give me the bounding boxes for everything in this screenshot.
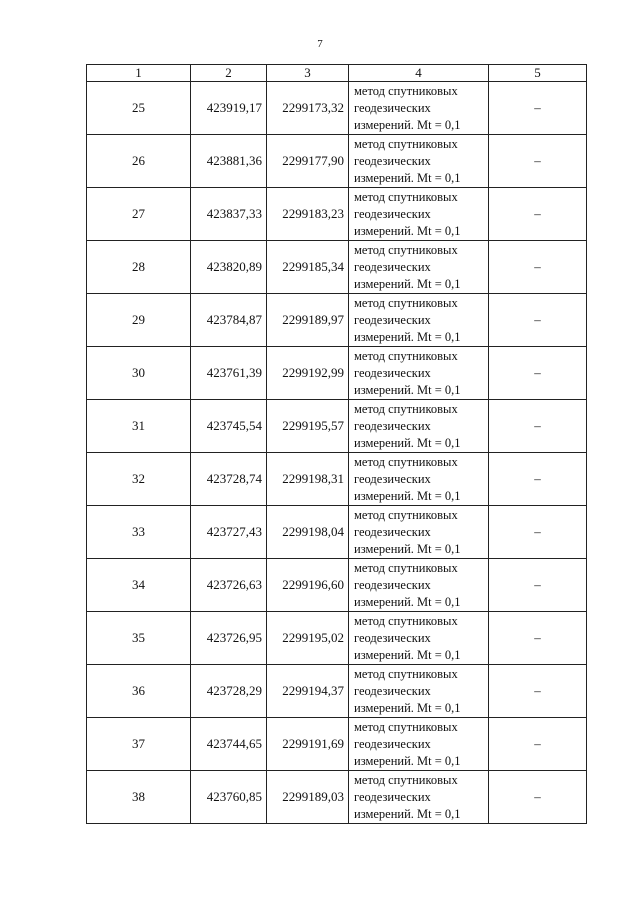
x-coordinate-cell: 423837,33 bbox=[191, 188, 267, 241]
x-coordinate-cell: 423726,63 bbox=[191, 559, 267, 612]
x-coordinate-cell: 423881,36 bbox=[191, 135, 267, 188]
method-line: метод спутниковых bbox=[354, 83, 458, 98]
coordinates-table bbox=[86, 64, 587, 824]
header-col-5: 5 bbox=[489, 65, 587, 82]
table-header bbox=[87, 65, 587, 82]
x-coordinate-cell: 423784,87 bbox=[191, 294, 267, 347]
method-line: геодезических bbox=[354, 630, 431, 645]
method-line: геодезических bbox=[354, 683, 431, 698]
point-number-cell: 38 bbox=[87, 771, 191, 824]
table-row bbox=[87, 718, 587, 771]
method-cell bbox=[349, 400, 489, 453]
method-line: метод спутниковых bbox=[354, 666, 458, 681]
point-number-cell: 33 bbox=[87, 506, 191, 559]
header-col-4: 4 bbox=[349, 65, 489, 82]
point-number-cell: 26 bbox=[87, 135, 191, 188]
method-cell bbox=[349, 347, 489, 400]
y-coordinate-cell: 2299185,34 bbox=[267, 241, 349, 294]
point-number-cell: 34 bbox=[87, 559, 191, 612]
method-line: геодезических bbox=[354, 418, 431, 433]
note-cell: – bbox=[489, 347, 587, 400]
method-line: геодезических bbox=[354, 100, 431, 115]
method-cell bbox=[349, 453, 489, 506]
table-row bbox=[87, 400, 587, 453]
table-row bbox=[87, 559, 587, 612]
method-line: геодезических bbox=[354, 206, 431, 221]
method-line: измерений. Mt = 0,1 bbox=[354, 435, 461, 450]
note-cell: – bbox=[489, 188, 587, 241]
table-body bbox=[87, 82, 587, 824]
table-row bbox=[87, 135, 587, 188]
point-number-cell: 32 bbox=[87, 453, 191, 506]
method-cell bbox=[349, 506, 489, 559]
y-coordinate-cell: 2299198,31 bbox=[267, 453, 349, 506]
x-coordinate-cell: 423726,95 bbox=[191, 612, 267, 665]
method-line: метод спутниковых bbox=[354, 401, 458, 416]
method-line: геодезических bbox=[354, 312, 431, 327]
method-line: измерений. Mt = 0,1 bbox=[354, 117, 461, 132]
y-coordinate-cell: 2299198,04 bbox=[267, 506, 349, 559]
point-number-cell: 29 bbox=[87, 294, 191, 347]
x-coordinate-cell: 423760,85 bbox=[191, 771, 267, 824]
method-line: геодезических bbox=[354, 471, 431, 486]
method-line: метод спутниковых bbox=[354, 189, 458, 204]
method-cell bbox=[349, 771, 489, 824]
method-line: метод спутниковых bbox=[354, 772, 458, 787]
method-line: измерений. Mt = 0,1 bbox=[354, 382, 461, 397]
method-cell bbox=[349, 665, 489, 718]
method-line: измерений. Mt = 0,1 bbox=[354, 700, 461, 715]
table-row bbox=[87, 294, 587, 347]
point-number-cell: 30 bbox=[87, 347, 191, 400]
method-cell bbox=[349, 559, 489, 612]
x-coordinate-cell: 423761,39 bbox=[191, 347, 267, 400]
x-coordinate-cell: 423728,29 bbox=[191, 665, 267, 718]
method-line: метод спутниковых bbox=[354, 507, 458, 522]
y-coordinate-cell: 2299196,60 bbox=[267, 559, 349, 612]
method-line: метод спутниковых bbox=[354, 560, 458, 575]
header-row bbox=[87, 65, 587, 82]
point-number-cell: 36 bbox=[87, 665, 191, 718]
x-coordinate-cell: 423744,65 bbox=[191, 718, 267, 771]
table-row bbox=[87, 188, 587, 241]
table-row bbox=[87, 665, 587, 718]
note-cell: – bbox=[489, 665, 587, 718]
note-cell: – bbox=[489, 241, 587, 294]
page-number: 7 bbox=[317, 38, 323, 50]
table-row bbox=[87, 347, 587, 400]
method-line: измерений. Mt = 0,1 bbox=[354, 488, 461, 503]
method-cell bbox=[349, 718, 489, 771]
method-line: измерений. Mt = 0,1 bbox=[354, 753, 461, 768]
note-cell: – bbox=[489, 718, 587, 771]
header-col-3: 3 bbox=[267, 65, 349, 82]
method-line: измерений. Mt = 0,1 bbox=[354, 329, 461, 344]
x-coordinate-cell: 423919,17 bbox=[191, 82, 267, 135]
method-line: геодезических bbox=[354, 524, 431, 539]
method-line: метод спутниковых bbox=[354, 454, 458, 469]
note-cell: – bbox=[489, 771, 587, 824]
table-row bbox=[87, 453, 587, 506]
x-coordinate-cell: 423820,89 bbox=[191, 241, 267, 294]
y-coordinate-cell: 2299195,02 bbox=[267, 612, 349, 665]
method-line: метод спутниковых bbox=[354, 295, 458, 310]
note-cell: – bbox=[489, 559, 587, 612]
method-line: метод спутниковых bbox=[354, 719, 458, 734]
table-row bbox=[87, 506, 587, 559]
table-row bbox=[87, 241, 587, 294]
x-coordinate-cell: 423727,43 bbox=[191, 506, 267, 559]
method-line: геодезических bbox=[354, 259, 431, 274]
x-coordinate-cell: 423728,74 bbox=[191, 453, 267, 506]
method-line: измерений. Mt = 0,1 bbox=[354, 170, 461, 185]
note-cell: – bbox=[489, 453, 587, 506]
method-line: геодезических bbox=[354, 789, 431, 804]
y-coordinate-cell: 2299194,37 bbox=[267, 665, 349, 718]
y-coordinate-cell: 2299191,69 bbox=[267, 718, 349, 771]
y-coordinate-cell: 2299189,03 bbox=[267, 771, 349, 824]
point-number-cell: 25 bbox=[87, 82, 191, 135]
note-cell: – bbox=[489, 400, 587, 453]
note-cell: – bbox=[489, 294, 587, 347]
y-coordinate-cell: 2299173,32 bbox=[267, 82, 349, 135]
y-coordinate-cell: 2299195,57 bbox=[267, 400, 349, 453]
method-line: геодезических bbox=[354, 736, 431, 751]
point-number-cell: 27 bbox=[87, 188, 191, 241]
method-line: измерений. Mt = 0,1 bbox=[354, 276, 461, 291]
table-row bbox=[87, 612, 587, 665]
method-line: метод спутниковых bbox=[354, 348, 458, 363]
method-line: геодезических bbox=[354, 153, 431, 168]
method-cell bbox=[349, 188, 489, 241]
note-cell: – bbox=[489, 135, 587, 188]
point-number-cell: 31 bbox=[87, 400, 191, 453]
method-line: измерений. Mt = 0,1 bbox=[354, 541, 461, 556]
method-line: измерений. Mt = 0,1 bbox=[354, 594, 461, 609]
method-line: измерений. Mt = 0,1 bbox=[354, 647, 461, 662]
y-coordinate-cell: 2299192,99 bbox=[267, 347, 349, 400]
table-row bbox=[87, 82, 587, 135]
header-col-2: 2 bbox=[191, 65, 267, 82]
y-coordinate-cell: 2299189,97 bbox=[267, 294, 349, 347]
y-coordinate-cell: 2299177,90 bbox=[267, 135, 349, 188]
header-col-1: 1 bbox=[87, 65, 191, 82]
method-cell bbox=[349, 612, 489, 665]
method-line: метод спутниковых bbox=[354, 136, 458, 151]
method-cell bbox=[349, 135, 489, 188]
method-cell bbox=[349, 82, 489, 135]
point-number-cell: 37 bbox=[87, 718, 191, 771]
y-coordinate-cell: 2299183,23 bbox=[267, 188, 349, 241]
method-line: измерений. Mt = 0,1 bbox=[354, 806, 461, 821]
point-number-cell: 28 bbox=[87, 241, 191, 294]
note-cell: – bbox=[489, 82, 587, 135]
table-row bbox=[87, 771, 587, 824]
method-line: метод спутниковых bbox=[354, 613, 458, 628]
x-coordinate-cell: 423745,54 bbox=[191, 400, 267, 453]
method-line: метод спутниковых bbox=[354, 242, 458, 257]
method-line: геодезических bbox=[354, 577, 431, 592]
method-line: геодезических bbox=[354, 365, 431, 380]
point-number-cell: 35 bbox=[87, 612, 191, 665]
method-cell bbox=[349, 294, 489, 347]
method-line: измерений. Mt = 0,1 bbox=[354, 223, 461, 238]
method-cell bbox=[349, 241, 489, 294]
note-cell: – bbox=[489, 612, 587, 665]
note-cell: – bbox=[489, 506, 587, 559]
